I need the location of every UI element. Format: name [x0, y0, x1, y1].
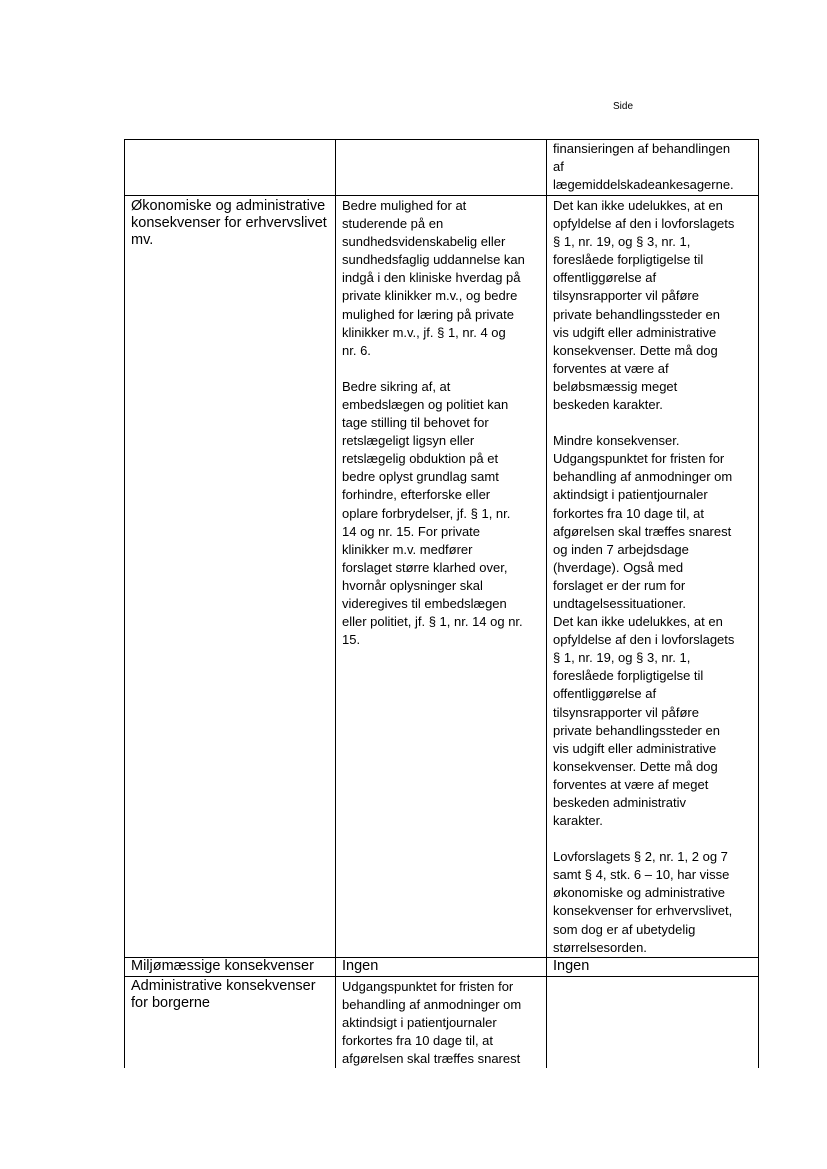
row-label-cell: [125, 140, 336, 196]
cell-paragraph: Mindre konsekvenser. Udgangspunktet for fristen for behandling af anmodninger om aktindsigt i patientjournaler forkortes fra 10 dage til, at afgørelsen skal træffes snarest og inden 7 arbejdsdage (hverdage). Også med forslaget er der rum for undtagelsessituationer. Det kan ikke udelukkes, at en opfyldelse af den i lovforslagets § 1, nr. 19, og § 3, nr. 1, foreslåede forpligtigelse til offentliggørelse af tilsynsrapporter vil påføre private behandlingssteder en vis udgift eller administrative konsekvenser. Dette må dog forventes at være af meget beskeden administrativ karakter.: [553, 433, 735, 829]
row-label-cell: Økonomiske og administrative konsekvenser for erhvervslivet mv.: [125, 196, 336, 958]
table-row: [125, 976, 759, 1068]
row-cell-col2: [336, 196, 547, 958]
cell-paragraph: Det kan ikke udelukkes, at en opfyldelse af den i lovforslagets § 1, nr. 19, og § 3, nr. 1, foreslåede forpligtigelse til offentliggørelse af tilsynsrapporter vil påføre private behandlingssteder en vis udgift eller administrative konsekvenser. Dette må dog forventes at være af beløbsmæssig meget beskeden karakter.: [553, 198, 735, 413]
row-cell-col3: [547, 196, 759, 958]
cell-paragraph: Lovforslagets § 2, nr. 1, 2 og 7 samt § 4, stk. 6 – 10, har visse økonomiske og administrative konsekvenser for erhvervslivet, som dog er af ubetydelig størrelsesorden.: [553, 849, 733, 955]
row-cell-col3: [547, 140, 759, 196]
row-label-cell: Administrative konsekvenser for borgerne: [125, 976, 336, 1068]
row-cell-col3: [547, 976, 759, 1068]
cell-paragraph: Bedre mulighed for at studerende på en sundhedsvidenskabelig eller sundhedsfaglig uddannelse kan indgå i den kliniske hverdag på private klinikker m.v., og bedre mulighed for læring på private klinikker m.v., jf. § 1, nr. 4 og nr. 6.: [342, 198, 525, 358]
row-cell-col3: Ingen: [547, 957, 759, 976]
row-cell-col2: Ingen: [336, 957, 547, 976]
row-cell-col2: [336, 140, 547, 196]
table-row: [125, 140, 759, 196]
cell-paragraph: Bedre sikring af, at embedslægen og politiet kan tage stilling til behovet for retslægeligt ligsyn eller retslægelig obduktion på et bedre oplyst grundlag samt forhindre, efterforske eller oplare forbrydelser, jf. § 1, nr. 14 og nr. 15. For private klinikker m.v. medfører forslaget større klarhed over, hvornår oplysninger skal videregives til embedslægen eller politiet, jf. § 1, nr. 14 og nr. 15.: [342, 378, 523, 648]
table-row: [125, 196, 759, 958]
consequences-table: [124, 139, 759, 1068]
row-label-cell: Miljømæssige konsekvenser: [125, 957, 336, 976]
row-cell-col2: Udgangspunktet for fristen for behandling af anmodninger om aktindsigt i patientjournaler forkortes fra 10 dage til, at afgørelsen skal træffes snarest: [336, 976, 547, 1068]
page-header: Side: [613, 101, 634, 112]
table-row: [125, 957, 759, 976]
cell-paragraph: finansieringen af behandlingen af lægemiddelskadeankesagerne.: [553, 141, 734, 193]
